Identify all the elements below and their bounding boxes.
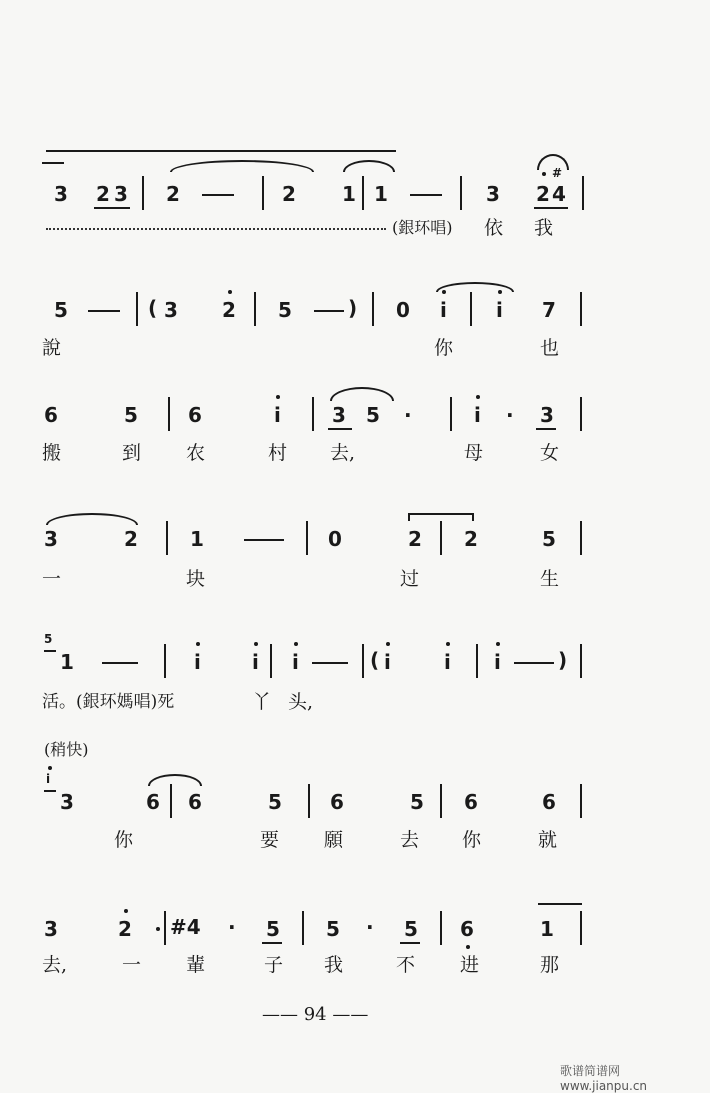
high-octave-dot <box>254 642 258 646</box>
paren-open: ( <box>370 648 380 672</box>
note: 5 <box>278 298 292 322</box>
note: 6 <box>464 790 478 814</box>
dot: · <box>404 403 412 427</box>
paren-close: ) <box>558 648 568 672</box>
tie <box>170 160 314 172</box>
note: 3 <box>54 182 68 206</box>
barline <box>450 397 452 431</box>
barline <box>168 397 170 431</box>
barline <box>142 176 144 210</box>
note: i <box>440 298 447 322</box>
high-octave-dot <box>48 766 52 770</box>
barline <box>362 176 364 210</box>
tie <box>436 282 514 292</box>
note: 3 <box>60 790 74 814</box>
score-line-2 <box>40 280 600 370</box>
barline <box>440 784 442 818</box>
lyric: 到 <box>122 442 142 464</box>
note: 3 <box>114 182 128 206</box>
watermark: 歌谱简谱网 www.jianpu.cn <box>560 1064 648 1093</box>
note: 2 <box>536 182 550 206</box>
lyric: 母 <box>464 442 484 464</box>
barline <box>312 397 314 431</box>
tie <box>148 774 202 786</box>
note: i <box>496 298 503 322</box>
note: 1 <box>342 182 356 206</box>
high-octave-dot <box>498 290 502 294</box>
dash <box>312 662 348 664</box>
lyric: 去, <box>42 954 68 976</box>
paren-close: ) <box>348 296 358 320</box>
note: i <box>384 650 391 674</box>
note: 5 <box>124 403 138 427</box>
dotted-rest-line <box>46 228 386 230</box>
note: 6 <box>542 790 556 814</box>
note: i <box>474 403 481 427</box>
note: 6 <box>146 790 160 814</box>
note: 2 <box>282 182 296 206</box>
tie <box>330 387 394 401</box>
note: 2 <box>124 527 138 551</box>
barline <box>460 176 462 210</box>
note: 6 <box>188 790 202 814</box>
extended-slur-line <box>46 150 396 152</box>
tuplet-bracket <box>408 513 474 515</box>
barline <box>470 292 472 326</box>
grace-note: 5 <box>44 632 53 646</box>
note: 2 <box>464 527 478 551</box>
high-octave-dot <box>442 290 446 294</box>
lyric: 我 <box>324 954 344 976</box>
high-octave-dot <box>446 642 450 646</box>
lyric: 一 <box>122 954 142 976</box>
note: 6 <box>188 403 202 427</box>
high-octave-dot <box>124 909 128 913</box>
lyric: 要 <box>260 829 280 851</box>
barline <box>262 176 264 210</box>
note: 5 <box>54 298 68 322</box>
underline <box>536 428 556 430</box>
note: 5 <box>268 790 282 814</box>
note: i <box>292 650 299 674</box>
note: 5 <box>404 917 418 941</box>
barline <box>362 644 364 678</box>
barline <box>166 521 168 555</box>
lyric: 輩 <box>186 954 206 976</box>
grace-stroke <box>44 790 56 792</box>
barline <box>580 292 582 326</box>
barline <box>164 911 166 945</box>
note: #4 <box>170 915 201 939</box>
lyric: 你 <box>462 829 482 851</box>
dot: · <box>366 915 374 939</box>
note: 6 <box>460 917 474 941</box>
high-octave-dot <box>476 395 480 399</box>
grace-stroke <box>44 650 56 652</box>
note: i <box>494 650 501 674</box>
barline <box>308 784 310 818</box>
note: 3 <box>44 917 58 941</box>
slur-hook <box>538 903 582 905</box>
note: 2 <box>166 182 180 206</box>
note: 1 <box>190 527 204 551</box>
note: 2 <box>118 917 132 941</box>
note: 2 <box>222 298 236 322</box>
low-octave-dot <box>466 945 470 949</box>
dot <box>156 927 160 931</box>
underline <box>262 942 282 944</box>
tie <box>46 513 138 525</box>
lyric: 不 <box>396 954 416 976</box>
dot: · <box>506 403 514 427</box>
dash <box>202 194 234 196</box>
lyric: 去 <box>400 829 420 851</box>
note: 6 <box>330 790 344 814</box>
tie <box>343 160 395 172</box>
note: 5 <box>326 917 340 941</box>
note: 3 <box>540 403 554 427</box>
lyric: 願 <box>324 829 344 851</box>
note: 5 <box>266 917 280 941</box>
dash <box>102 662 138 664</box>
barline <box>254 292 256 326</box>
lyric: 活。(銀环媽唱)死 <box>42 692 175 712</box>
underline <box>534 207 568 209</box>
barline <box>580 644 582 678</box>
lyric: 生 <box>540 568 560 590</box>
note: i <box>274 403 281 427</box>
lyric: 依 <box>484 217 504 239</box>
note: 2 <box>408 527 422 551</box>
note: 1 <box>374 182 388 206</box>
barline <box>580 784 582 818</box>
barline <box>270 644 272 678</box>
note: 0 <box>396 298 410 322</box>
high-octave-dot <box>386 642 390 646</box>
note: 4 <box>552 182 566 206</box>
barline <box>582 176 584 210</box>
score-line-5 <box>40 630 600 720</box>
barline <box>476 644 478 678</box>
barline <box>136 292 138 326</box>
dash <box>244 539 284 541</box>
barline <box>580 521 582 555</box>
lyric: 过 <box>400 568 420 590</box>
note: 7 <box>542 298 556 322</box>
lyric: 块 <box>186 568 206 590</box>
note: 5 <box>366 403 380 427</box>
high-octave-dot <box>496 642 500 646</box>
lyric: 进 <box>460 954 480 976</box>
high-octave-dot <box>294 642 298 646</box>
lyric: 丫 <box>252 691 272 713</box>
note: 5 <box>410 790 424 814</box>
barline <box>580 911 582 945</box>
note: 3 <box>44 527 58 551</box>
lyric: 头, <box>288 691 314 713</box>
lyric: 村 <box>268 442 288 464</box>
lyric: 就 <box>538 829 558 851</box>
dash <box>514 662 554 664</box>
lyric: (銀环唱) <box>392 218 453 237</box>
lyric: 說 <box>42 337 62 359</box>
high-octave-dot <box>542 172 546 176</box>
barline <box>372 292 374 326</box>
dash <box>88 310 120 312</box>
note: i <box>194 650 201 674</box>
note: 3 <box>164 298 178 322</box>
lyric: 我 <box>534 217 554 239</box>
underline <box>400 942 420 944</box>
lyric: 女 <box>540 442 560 464</box>
underline <box>328 428 352 430</box>
note: 0 <box>328 527 342 551</box>
barline <box>306 521 308 555</box>
lyric: 也 <box>540 337 560 359</box>
grace-note: i <box>46 772 51 786</box>
paren-open: ( <box>148 296 158 320</box>
score-line-4 <box>40 505 600 595</box>
sharp: # <box>552 166 563 180</box>
start-hook <box>42 162 64 164</box>
lyric: 农 <box>186 442 206 464</box>
barline <box>170 784 172 818</box>
lyric: 去, <box>330 442 356 464</box>
note: i <box>252 650 259 674</box>
barline <box>440 521 442 555</box>
note: 1 <box>540 917 554 941</box>
dot: · <box>228 915 236 939</box>
note: i <box>444 650 451 674</box>
high-octave-dot <box>276 395 280 399</box>
dash <box>410 194 442 196</box>
underline <box>94 207 130 209</box>
score-line-3 <box>40 385 600 475</box>
lyric: 你 <box>434 337 454 359</box>
score-line-1 <box>40 140 600 250</box>
high-octave-dot <box>196 642 200 646</box>
tempo-marking: (稍快) <box>44 740 89 759</box>
note: 5 <box>542 527 556 551</box>
barline <box>164 644 166 678</box>
note: 1 <box>60 650 74 674</box>
page-number: —— 94 —— <box>262 1004 369 1025</box>
high-octave-dot <box>228 290 232 294</box>
dash <box>314 310 344 312</box>
note: 6 <box>44 403 58 427</box>
lyric: 你 <box>114 829 134 851</box>
lyric: 那 <box>540 954 560 976</box>
note: 3 <box>486 182 500 206</box>
note: 2 <box>96 182 110 206</box>
score-line-6 <box>40 740 600 860</box>
score-line-7 <box>40 895 600 985</box>
lyric: 一 <box>42 568 62 590</box>
barline <box>580 397 582 431</box>
barline <box>440 911 442 945</box>
lyric: 搬 <box>42 442 62 464</box>
barline <box>302 911 304 945</box>
lyric: 子 <box>264 954 284 976</box>
note: 3 <box>332 403 346 427</box>
